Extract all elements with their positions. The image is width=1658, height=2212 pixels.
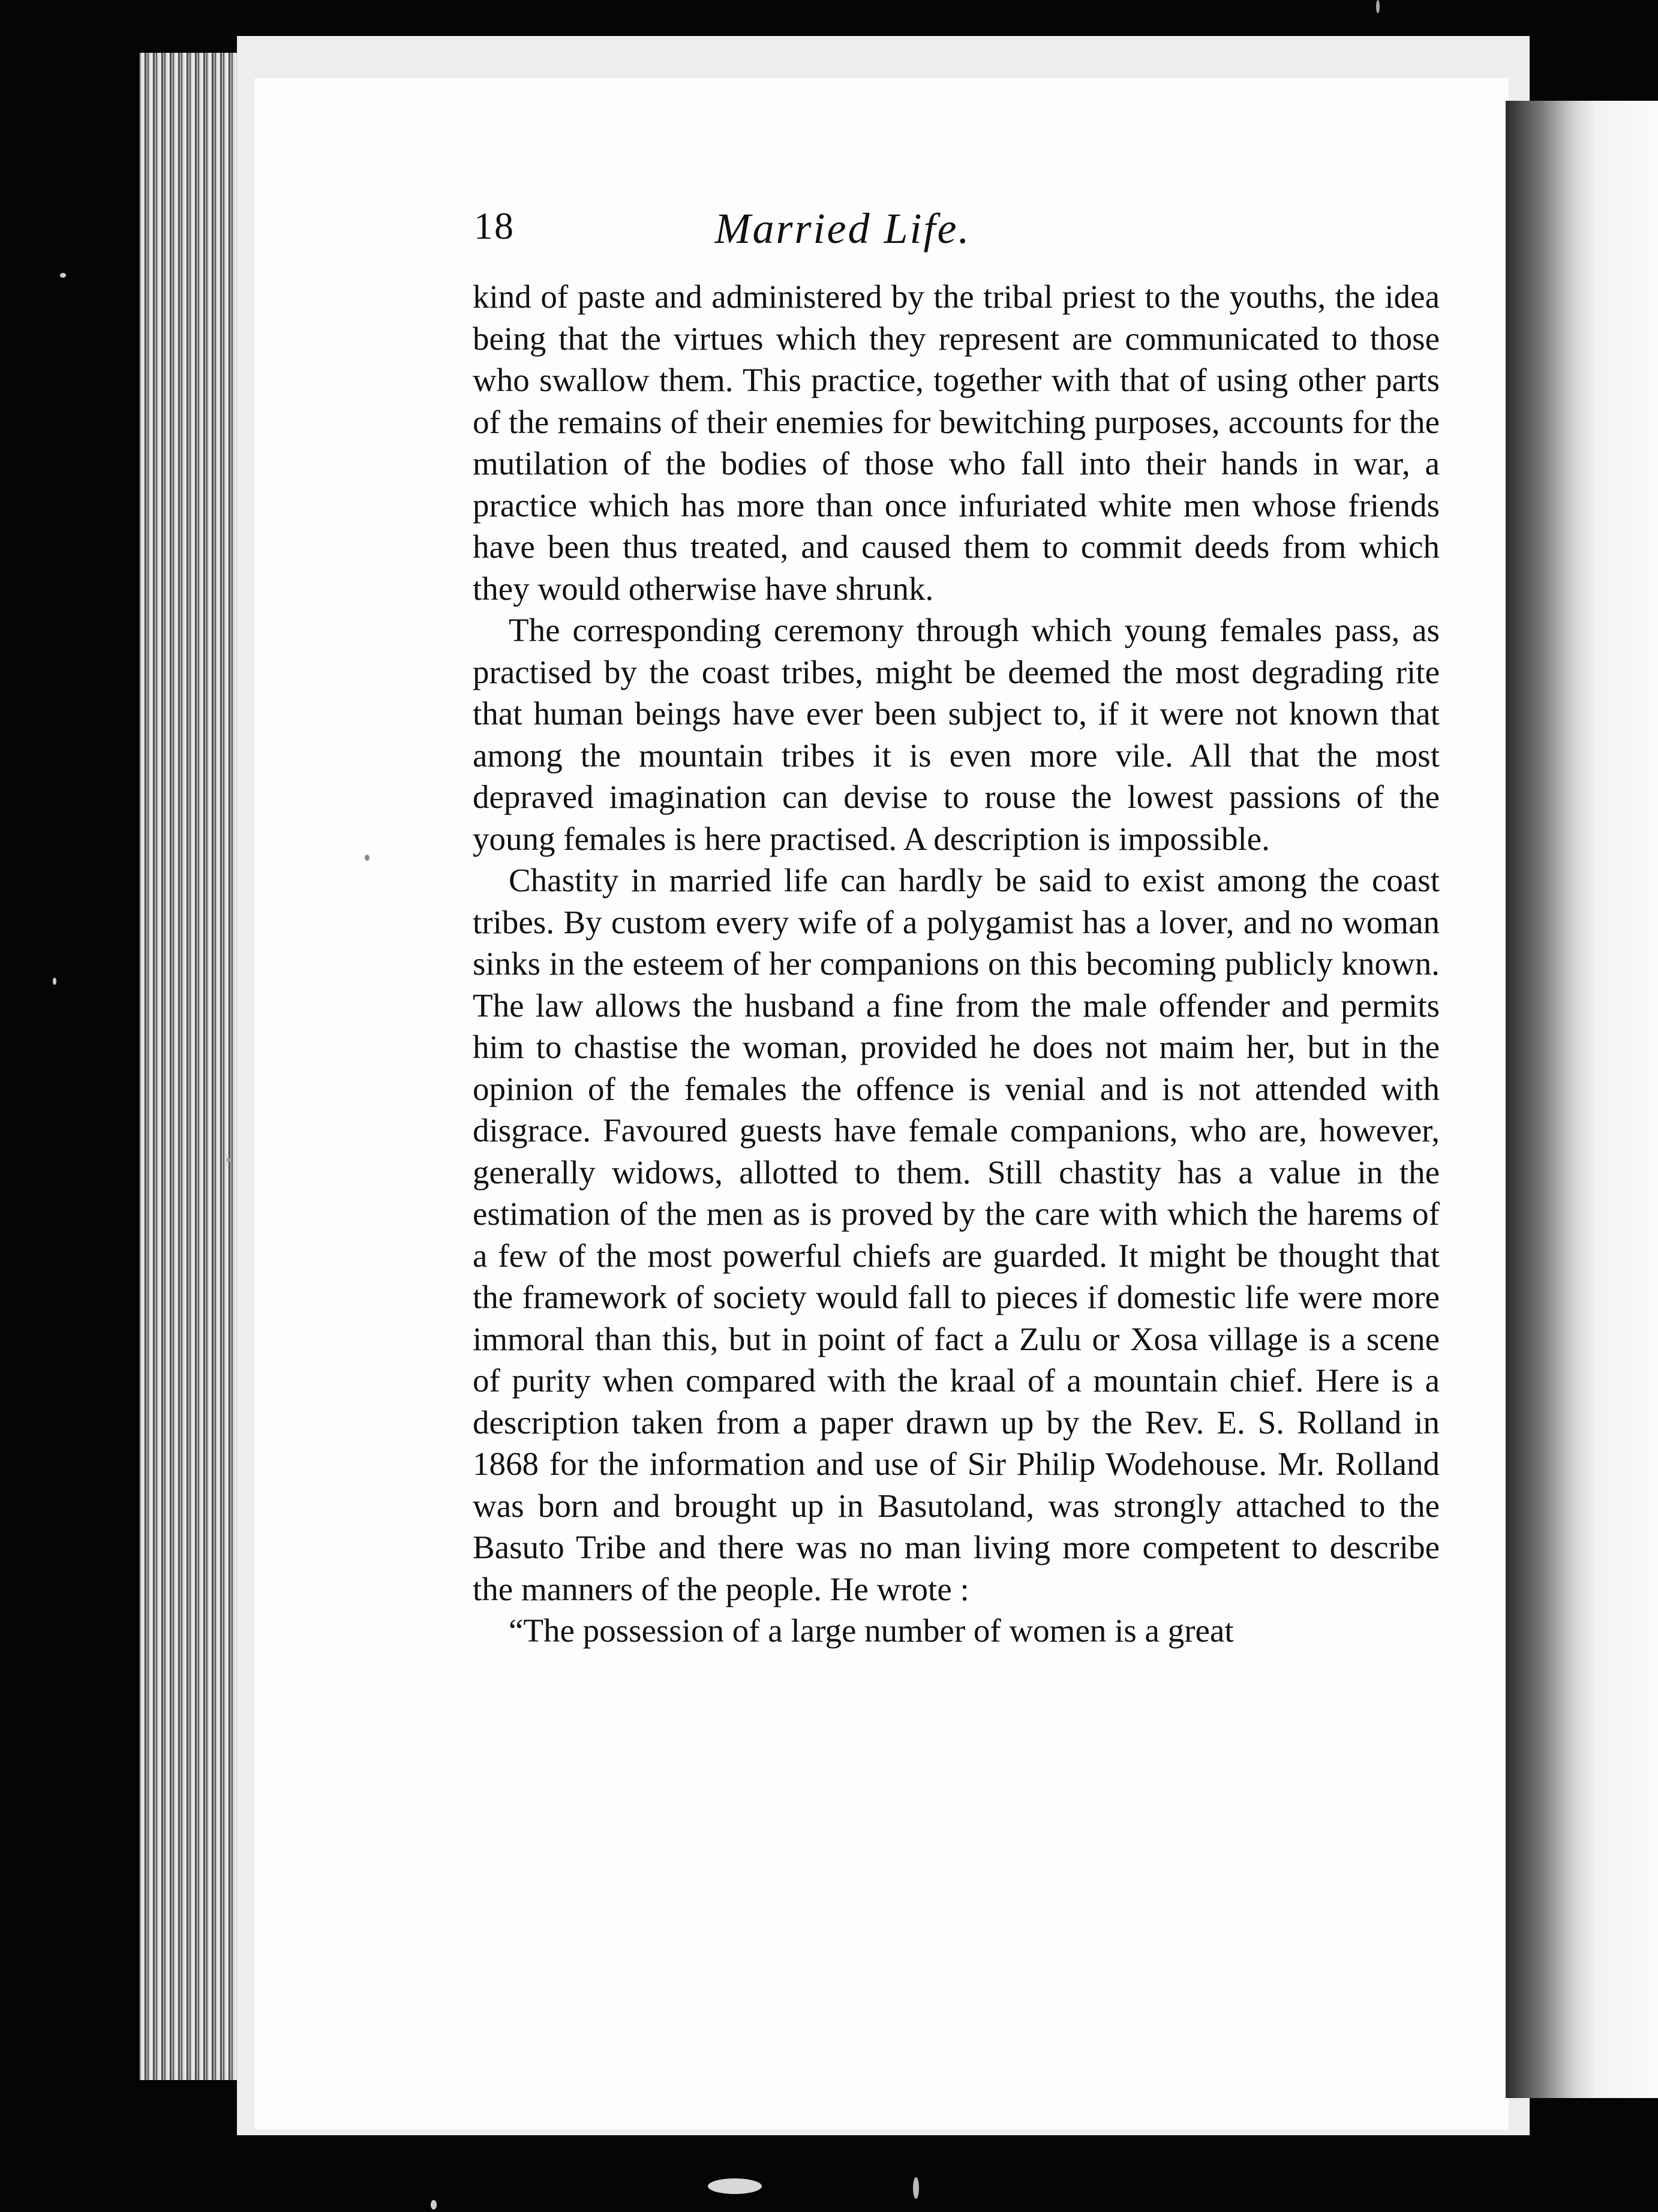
paragraph: The corresponding ceremony through which young females pass, as practised by the coast tribes, might be deemed the most degrading rite that human beings have ever been subject to, if it were not known that among the mountain tribes it is even more vile. All that the most depraved imagination can devise to rouse the lowest passions of the young females is here practised. A description is impossible. (473, 612, 1440, 857)
scan-speck (431, 2200, 437, 2210)
paragraph: kind of paste and administered by the tribal priest to the youths, the idea being that the virtues which they represent are communicated to those who swallow them. This practice, together with that of using other parts of the remains of their enemies for bewitching purposes, accounts for the mutilation of the bodies of those who fall into their hands in war, a practice which has more than once infuriated white men whose friends have been thus treated, and caused them to commit deeds from which they would otherwise have shrunk. (473, 278, 1440, 607)
scan-speck (365, 855, 370, 861)
scan-speck (60, 273, 66, 278)
page-number: 18 (474, 205, 515, 247)
page-title: Married Life. (714, 205, 971, 253)
scan-speck (227, 1158, 230, 1162)
paragraph: “The possession of a large number of women is a great (509, 1612, 1234, 1649)
scan-speck (913, 2177, 919, 2199)
scan-speck (53, 978, 56, 985)
scan-speck (708, 2178, 762, 2194)
running-head (474, 204, 1092, 264)
paragraph: Chastity in married life can hardly be said to exist among the coast tribes. By custom every wife of a polygamist has a lover, and no woman sinks in the esteem of her companions on this becoming publicly known. The law allows the husband a fine from the male offender and permits him to chastise the woman, provided he does not maim her, but in the opinion of the females the offence is venial and is not attended with disgrace. Favoured guests have female companions, who are, however, generally widows, allotted to them. Still chastity has a value in the estimation of the men as is proved by the care with which the harems of a few of the most powerful chiefs are guarded. It might be thought that the framework of society would fall to pieces if domestic life were more immoral than this, but in point of fact a Zulu or Xosa village is a scene of purity when compared with the kraal of a mountain chief. Here is a description taken from a paper drawn up by the Rev. E. S. Rolland in 1868 for the information and use of Sir Philip Wodehouse. Mr. Rolland was born and brought up in Basutoland, was strongly attached to the Basuto Tribe and there was no man living more competent to describe the manners of the people. He wrote : (473, 862, 1440, 1607)
body-text (473, 276, 1440, 1652)
facing-page-shadow (1506, 101, 1658, 2098)
scan-speck (1376, 0, 1380, 13)
book-page-edges (139, 53, 247, 2080)
